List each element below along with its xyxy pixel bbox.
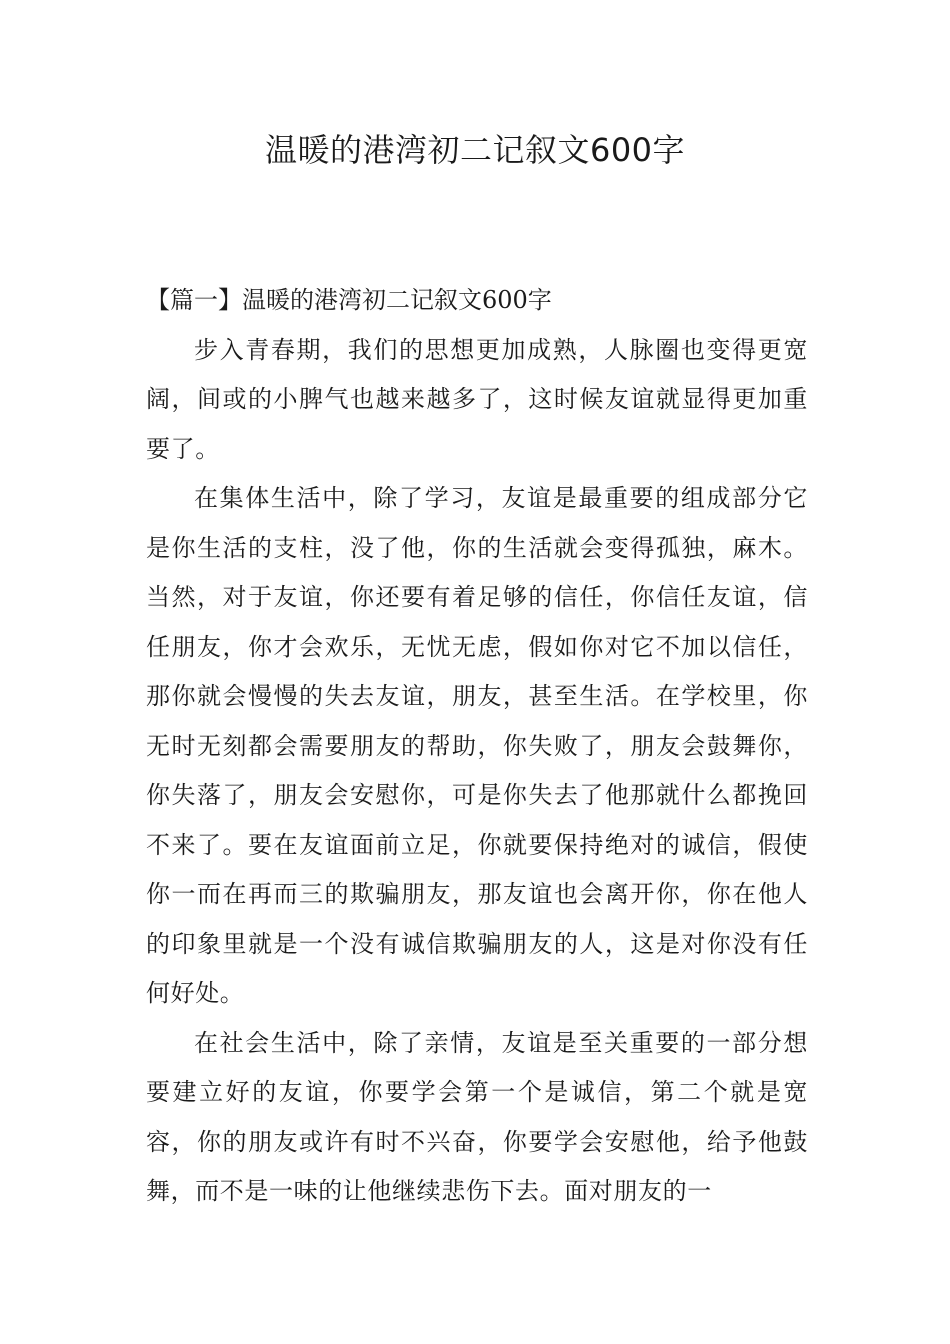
paragraph-3: 在社会生活中，除了亲情，友谊是至关重要的一部分想要建立好的友谊，你要学会第一个是诚信，第二个就是宽容，你的朋友或许有时不兴奋，你要学会安慰他，给予他鼓舞，而不是一味的让他继续悲伤下去。面对朋友的一 <box>146 1028 808 1205</box>
document-title: 温暖的港湾初二记叙文600字 <box>264 131 686 169</box>
paragraph-2: 在集体生活中，除了学习，友谊是最重要的组成部分它是你生活的支柱，没了他，你的生活就会变得孤独，麻木。当然，对于友谊，你还要有着足够的信任，你信任友谊，信任朋友，你才会欢乐，无忧无虑，假如你对它不加以信任，那你就会慢慢的失去友谊，朋友，甚至生活。在学校里，你无时无刻都会需要朋友的帮助，你失败了，朋友会鼓舞你，你失落了，朋友会安慰你，可是你失去了他那就什么都挽回不来了。要在友谊面前立足，你就要保持绝对的诚信，假使你一而在再而三的欺骗朋友，那友谊也会离开你，你在他人的印象里就是一个没有诚信欺骗朋友的人，这是对你没有任何好处。 <box>146 484 808 1007</box>
paragraph-1: 步入青春期，我们的思想更加成熟，人脉圈也变得更宽阔，间或的小脾气也越来越多了，这时候友谊就显得更加重要了。 <box>146 335 808 463</box>
document-body <box>146 276 808 1217</box>
section-heading: 【篇一】温暖的港湾初二记叙文600字 <box>146 286 552 314</box>
